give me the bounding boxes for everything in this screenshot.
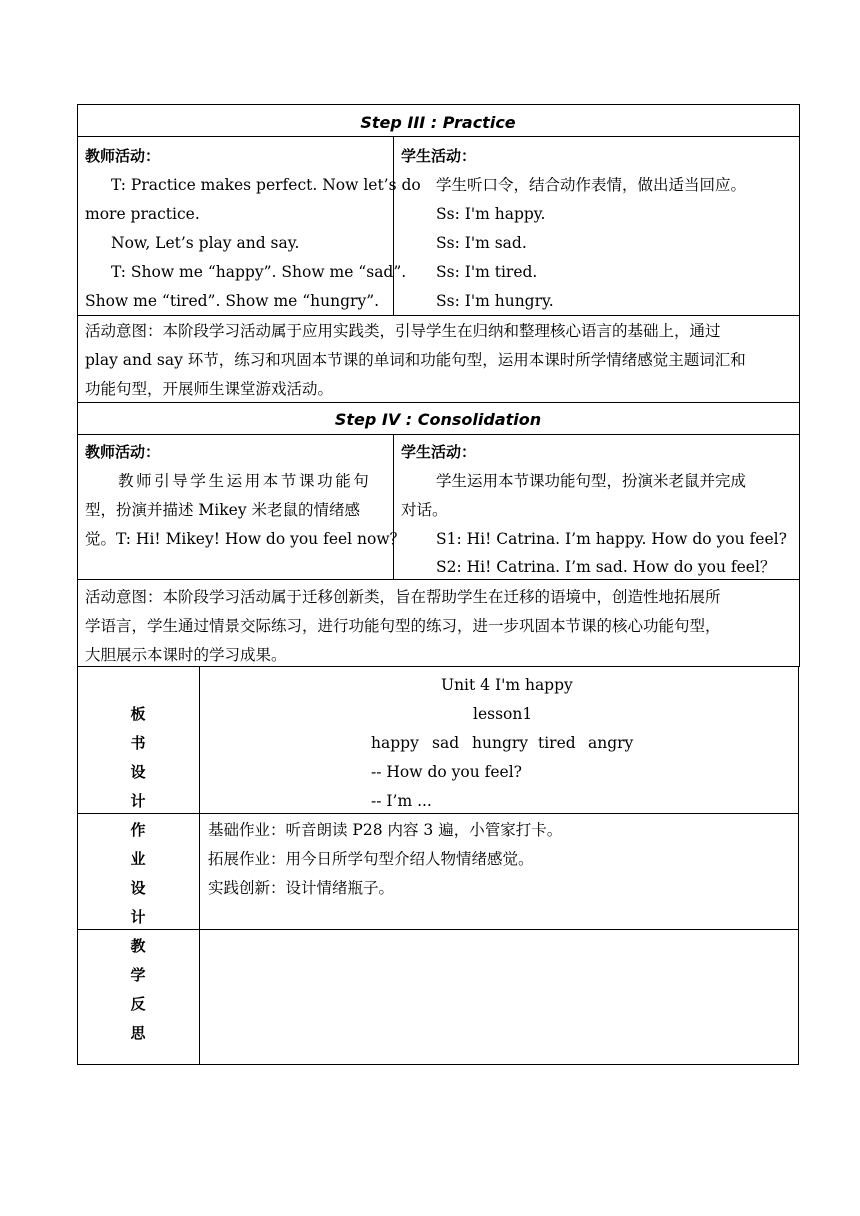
homework-line: 拓展作业：用今日所学句型介绍人物情绪感觉。 (208, 850, 534, 868)
homework-label: 业 (130, 850, 146, 868)
step4-intent-line: 大胆展示本课时的学习成果。 (85, 646, 287, 664)
step4-title: Step IV : Consolidation (334, 410, 542, 429)
step3-intent-line: 功能句型，开展师生课堂游戏活动。 (85, 380, 334, 398)
board-label: 板 (130, 705, 146, 723)
step3-teacher-heading: 教师活动： (85, 147, 161, 165)
board-word: angry (588, 734, 634, 752)
board-word: happy (371, 734, 419, 752)
board-label: 设 (130, 763, 146, 781)
step3-student-line: Ss: I'm tired. (436, 263, 538, 281)
board-question: -- How do you feel? (371, 763, 522, 781)
board-title: Unit 4 I'm happy (441, 676, 573, 694)
board-word: hungry (472, 734, 529, 752)
step4-teacher-line: 觉。T: Hi! Mikey! How do you feel now？ (85, 530, 406, 548)
homework-label: 作 (130, 821, 146, 839)
step3-student-line: Ss: I'm hungry. (436, 292, 554, 310)
step3-title: Step III : Practice (360, 113, 516, 132)
step3-intent-line: 活动意图：本阶段学习活动属于应用实践类，引导学生在归纳和整理核心语言的基础上，通过 (85, 322, 721, 340)
board-label: 计 (130, 792, 146, 810)
step3-teacher-line: T: Show me “happy”. Show me “sad”. (111, 263, 407, 281)
reflection-label: 学 (130, 966, 146, 984)
board-label: 书 (130, 734, 146, 752)
step3-teacher-line: Show me “tired”. Show me “hungry”. (85, 292, 380, 310)
step3-student-line: 学生听口令，结合动作表情，做出适当回应。 (436, 176, 747, 194)
step3-student-line: Ss: I'm happy. (436, 205, 546, 223)
step4-student-line: 学生运用本节课功能句型，扮演米老鼠并完成 (436, 472, 747, 490)
board-word: tired (538, 734, 576, 752)
reflection-label: 反 (130, 995, 146, 1013)
step4-intent-line: 学语言，学生通过情景交际练习，进行功能句型的练习，进一步巩固本节课的核心功能句型， (85, 617, 721, 635)
step3-intent-line: play and say 环节，练习和巩固本节课的单词和功能句型，运用本课时所学情绪感觉主题词汇和 (85, 351, 746, 369)
reflection-content (200, 930, 798, 1064)
step4-teacher-line: 教师引导学生运用本节课功能句 (118, 472, 372, 490)
step4-intent-line: 活动意图：本阶段学习活动属于迁移创新类，旨在帮助学生在迁移的语境中，创造性地拓展所 (85, 588, 721, 606)
step4-student-line: S2: Hi! Catrina. I’m sad. How do you feel？ (436, 558, 776, 576)
reflection-label: 教 (130, 937, 146, 955)
step3-student-heading: 学生活动： (401, 147, 477, 165)
step4-student-line: S1: Hi! Catrina. I’m happy. How do you feel? (436, 530, 787, 548)
step3-student-line: Ss: I'm sad. (436, 234, 527, 252)
board-lesson: lesson1 (473, 705, 533, 723)
divider (393, 434, 394, 579)
homework-line: 基础作业：听音朗读 P28 内容 3 遍，小管家打卡。 (208, 821, 563, 839)
board-word: sad (432, 734, 460, 752)
homework-line: 实践创新：设计情绪瓶子。 (208, 879, 395, 897)
homework-label: 计 (130, 908, 146, 926)
step3-teacher-line: more practice. (85, 205, 200, 223)
step4-student-heading: 学生活动： (401, 443, 477, 461)
divider (393, 136, 394, 315)
reflection-label: 思 (130, 1024, 146, 1042)
step4-teacher-line: 型，扮演并描述 Mikey 米老鼠的情绪感 (85, 501, 361, 519)
step3-teacher-line: Now, Let’s play and say. (111, 234, 300, 252)
board-answer: -- I’m ... (371, 792, 432, 810)
step4-teacher-heading: 教师活动： (85, 443, 161, 461)
step3-teacher-line: T: Practice makes perfect. Now let’s do (111, 176, 421, 194)
homework-label: 设 (130, 879, 146, 897)
step4-student-line: 对话。 (401, 501, 448, 519)
